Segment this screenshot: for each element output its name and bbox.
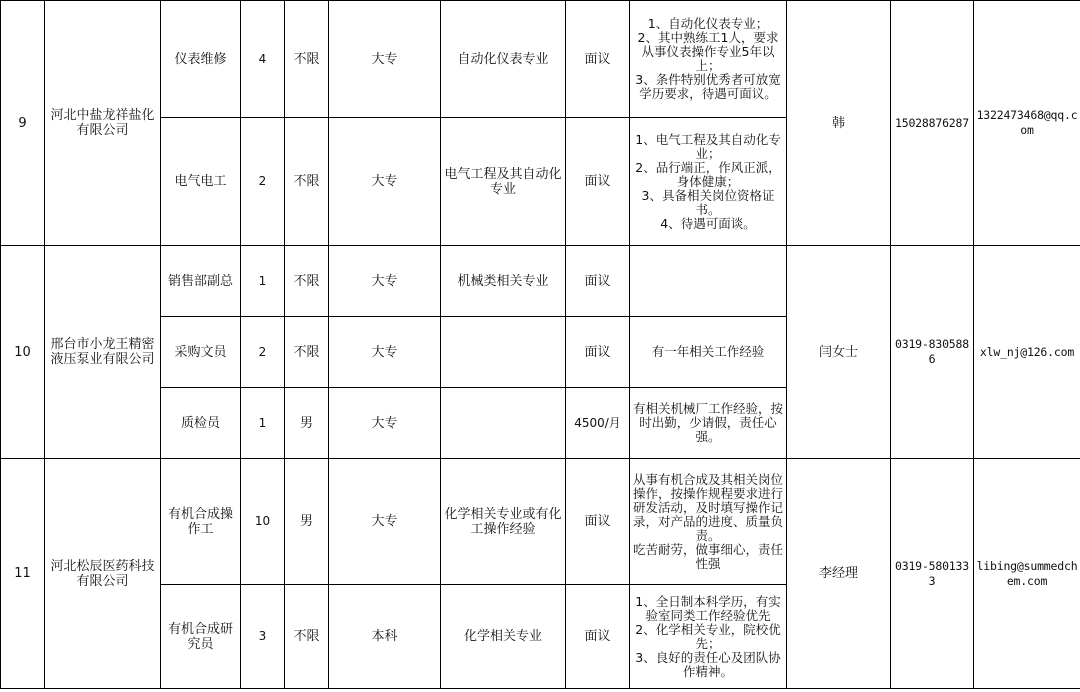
contact-email: libing@summedchem.com: [974, 459, 1080, 689]
requirement-line: 3、条件特别优秀者可放宽学历要求，待遇可面议。: [635, 72, 781, 101]
job-count: 4: [241, 1, 285, 118]
job-title: 电气电工: [161, 118, 241, 246]
table-row: [1, 459, 1080, 585]
contact-email: xlw_nj@126.com: [974, 246, 1080, 459]
company-name: 河北中盐龙祥盐化有限公司: [45, 1, 161, 246]
job-major: [441, 317, 566, 388]
contact-phone: 0319-5801333: [891, 459, 974, 689]
job-requirements: [630, 1, 787, 118]
job-requirements: [630, 388, 787, 459]
job-salary: 面议: [566, 317, 630, 388]
contact-email: 1322473468@qq.com: [974, 1, 1080, 246]
job-salary: 面议: [566, 459, 630, 585]
job-education: 大专: [329, 1, 441, 118]
requirement-line: 4、待遇可面谈。: [660, 215, 756, 231]
job-major: 化学相关专业: [441, 585, 566, 689]
job-gender: 不限: [285, 246, 329, 317]
job-salary: 面议: [566, 1, 630, 118]
company-name: 邢台市小龙王精密液压泵业有限公司: [45, 246, 161, 459]
job-count: 1: [241, 246, 285, 317]
job-major: 自动化仪表专业: [441, 1, 566, 118]
job-gender: 不限: [285, 118, 329, 246]
job-gender: 不限: [285, 317, 329, 388]
company-number: 10: [1, 246, 45, 459]
job-major: 电气工程及其自动化专业: [441, 118, 566, 246]
job-education: 大专: [329, 246, 441, 317]
job-salary: 面议: [566, 246, 630, 317]
job-salary: 面议: [566, 585, 630, 689]
job-requirements: [630, 317, 787, 388]
contact-person: 韩: [787, 1, 891, 246]
requirement-line: 1、自动化仪表专业；: [647, 16, 769, 31]
job-salary: 4500/月: [566, 388, 630, 459]
job-education: 大专: [329, 317, 441, 388]
contact-phone: 15028876287: [891, 1, 974, 246]
job-title: 销售部副总: [161, 246, 241, 317]
job-gender: 不限: [285, 1, 329, 118]
job-education: 大专: [329, 459, 441, 585]
job-title: 仪表维修: [161, 1, 241, 118]
table-row: [1, 1, 1080, 118]
job-education: 本科: [329, 585, 441, 689]
company-number: 9: [1, 1, 45, 246]
job-education: 大专: [329, 118, 441, 246]
job-gender: 男: [285, 459, 329, 585]
job-gender: 男: [285, 388, 329, 459]
job-major: 化学相关专业或有化工操作经验: [441, 459, 566, 585]
contact-phone: 0319-8305886: [891, 246, 974, 459]
job-major: 机械类相关专业: [441, 246, 566, 317]
requirement-line: 2、品行端正，作风正派，身体健康；: [635, 159, 781, 189]
job-salary: 面议: [566, 118, 630, 246]
job-major: [441, 388, 566, 459]
job-gender: 不限: [285, 585, 329, 689]
job-title: 质检员: [161, 388, 241, 459]
contact-person: 李经理: [787, 459, 891, 689]
requirement-line: 3、良好的责任心及团队协作精神。: [635, 649, 781, 679]
job-requirements: [630, 459, 787, 585]
job-title: 有机合成研究员: [161, 585, 241, 689]
job-count: 3: [241, 585, 285, 689]
contact-person: 闫女士: [787, 246, 891, 459]
job-title: 采购文员: [161, 317, 241, 388]
requirement-line: 有相关机械厂工作经验，按时出勤，少请假，责任心强。: [632, 401, 783, 444]
job-requirements: [630, 118, 787, 246]
requirement-line: 2、其中熟练工1人，要求从事仪表操作专业5年以上；: [637, 30, 779, 73]
job-requirements: [630, 585, 787, 689]
job-requirements: [630, 246, 787, 317]
company-name: 河北松辰医药科技有限公司: [45, 459, 161, 689]
requirement-line: 从事有机合成及其相关岗位操作，按操作规程要求进行研发活动，及时填写操作记录，对产品的进度、质量负责。: [632, 471, 783, 543]
job-count: 1: [241, 388, 285, 459]
company-number: 11: [1, 459, 45, 689]
table-row: [1, 246, 1080, 317]
requirement-line: 吃苦耐劳，做事细心，责任性强: [632, 541, 783, 571]
requirement-line: 3、具备相关岗位资格证书。: [641, 187, 775, 217]
requirement-line: 2、化学相关专业，院校优先；: [635, 621, 781, 651]
job-count: 10: [241, 459, 285, 585]
job-education: 大专: [329, 388, 441, 459]
job-count: 2: [241, 118, 285, 246]
job-count: 2: [241, 317, 285, 388]
requirement-line: 有一年相关工作经验: [651, 344, 765, 359]
requirement-line: 1、全日制本科学历，有实验室同类工作经验优先: [635, 593, 781, 623]
requirement-line: 1、电气工程及其自动化专业；: [635, 131, 781, 161]
job-title: 有机合成操作工: [161, 459, 241, 585]
